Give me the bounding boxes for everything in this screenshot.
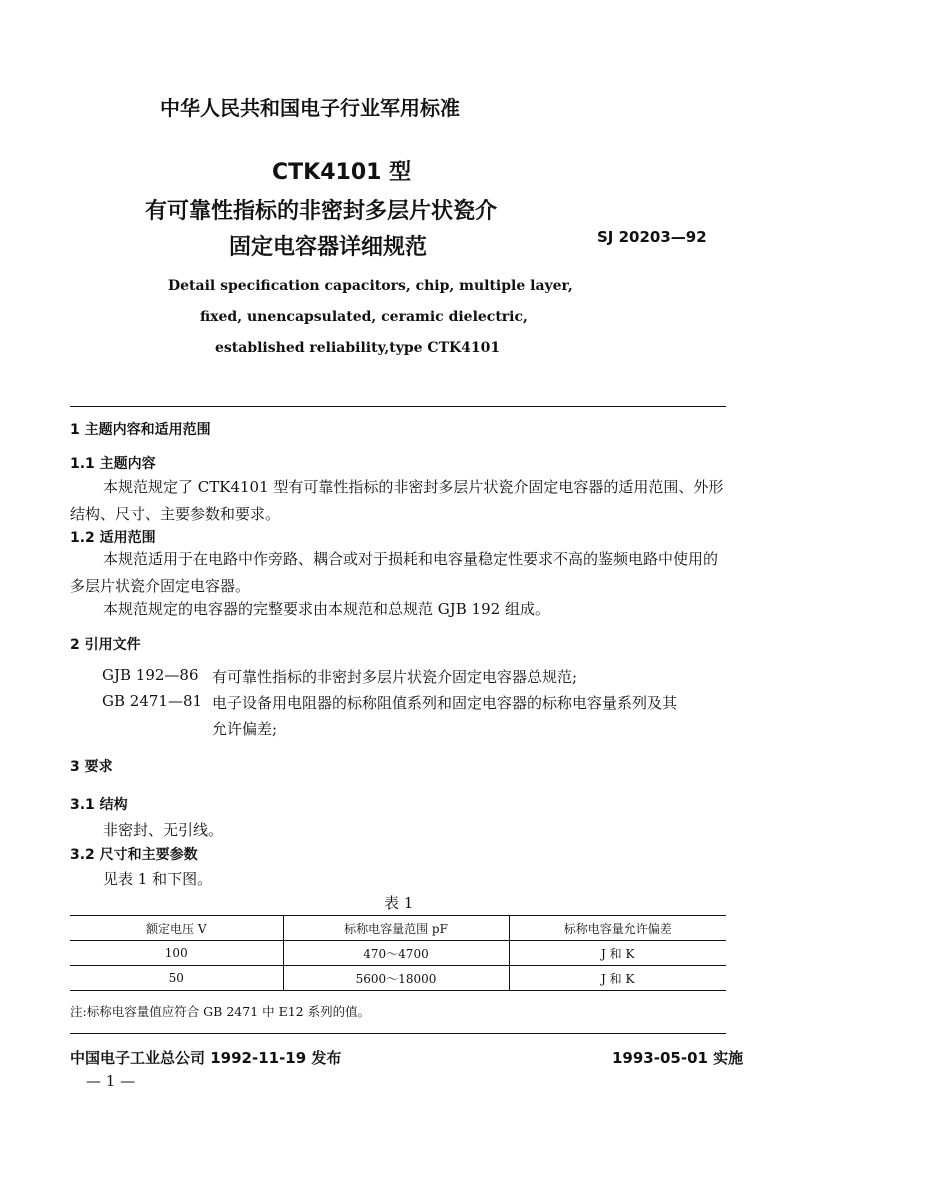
english-title-line-2: fixed, unencapsulated, ceramic dielectric,: [200, 309, 528, 325]
parameter-table: [70, 915, 726, 991]
cell-rated-voltage: 50: [70, 966, 283, 991]
section-3-2-text: 见表 1 和下图。: [103, 870, 213, 888]
cell-capacitance-range: 5600～18000: [283, 966, 509, 991]
cell-rated-voltage: 100: [164, 946, 188, 960]
standard-number: SJ 20203—92: [597, 228, 707, 246]
title-model: CTK4101 型: [272, 160, 412, 185]
reference-1-code: GJB 192—86: [102, 666, 199, 684]
table-caption: 表 1: [384, 894, 414, 912]
section-2-heading: 2 引用文件: [70, 637, 141, 653]
reference-2-title-line-2: 允许偏差;: [212, 720, 278, 738]
reference-1-title: 有可靠性指标的非密封多层片状瓷介固定电容器总规范;: [212, 668, 578, 686]
title-line-2: 有可靠性指标的非密封多层片状瓷介: [145, 199, 498, 224]
section-1-2-text-1: 本规范适用于在电路中作旁路、耦合或对于损耗和电容量稳定性要求不高的鉴频电路中使用的多层片状瓷介固定电容器。: [70, 550, 719, 595]
standard-category: 中华人民共和国电子行业军用标准: [160, 96, 460, 120]
section-3-1-heading: 3.1 结构: [70, 797, 128, 813]
header-rated-voltage: 额定电压 V: [70, 916, 283, 941]
section-1-1-text: 本规范规定了 CTK4101 型有可靠性指标的非密封多层片状瓷介固定电容器的适用范围、外形结构、尺寸、主要参数和要求。: [70, 478, 724, 523]
section-1-heading: 1 主题内容和适用范围: [70, 422, 211, 438]
header-tolerance: 标称电容量允许偏差: [509, 916, 726, 941]
table-header-row: [70, 916, 726, 941]
reference-2-code: GB 2471—81: [102, 692, 203, 710]
page-number: — 1 —: [86, 1072, 136, 1090]
title-line-3: 固定电容器详细规范: [229, 235, 428, 260]
effective-date: 1993-05-01 实施: [612, 1049, 744, 1067]
english-title-line-3: established reliability,type CTK4101: [215, 340, 501, 356]
section-3-1-text: 非密封、无引线。: [103, 821, 224, 839]
cell-tolerance: J 和 K: [509, 966, 726, 991]
header-capacitance-range: 标称电容量范围 pF: [283, 916, 509, 941]
cell-tolerance: J 和 K: [509, 941, 726, 966]
section-1-2-heading: 1.2 适用范围: [70, 530, 156, 546]
section-3-heading: 3 要求: [70, 759, 113, 775]
section-1-1-heading: 1.1 主题内容: [70, 456, 156, 472]
header-divider: [70, 406, 726, 407]
section-3-2-heading: 3.2 尺寸和主要参数: [70, 847, 198, 863]
reference-2-title-line-1: 电子设备用电阻器的标称阻值系列和固定电容器的标称电容量系列及其: [212, 694, 678, 712]
table-row: [70, 941, 726, 966]
table-note: 注:标称电容量值应符合 GB 2471 中 E12 系列的值。: [70, 1004, 371, 1019]
cell-capacitance-range: 470～4700: [283, 941, 509, 966]
english-title-line-1: Detail specification capacitors, chip, multiple layer,: [168, 278, 573, 294]
table-row: [70, 966, 726, 991]
section-1-2-text-2: 本规范规定的电容器的完整要求由本规范和总规范 GJB 192 组成。: [103, 600, 550, 618]
footer-divider: [70, 1033, 726, 1034]
issuer-and-release-date: 中国电子工业总公司 1992-11-19 发布: [70, 1049, 342, 1067]
